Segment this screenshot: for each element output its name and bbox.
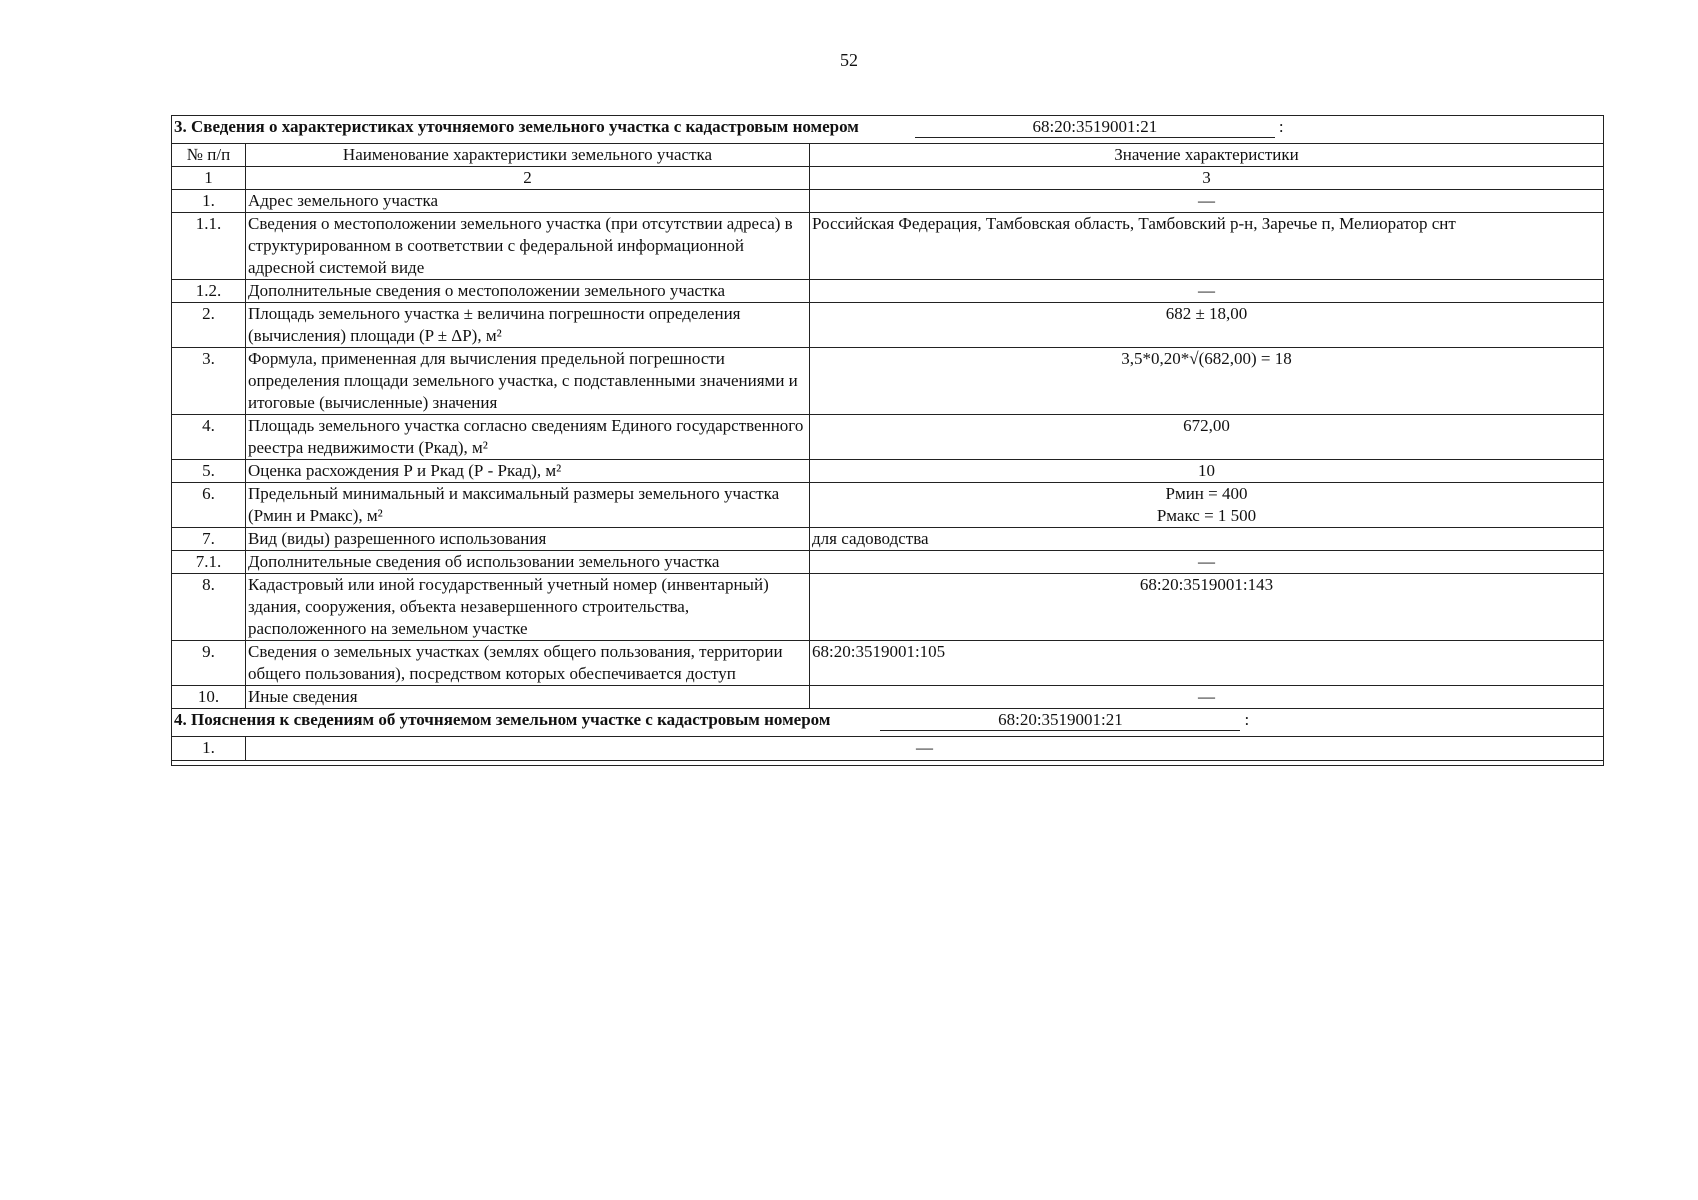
row-value: 68:20:3519001:143	[810, 574, 1604, 641]
row-number: 1.	[172, 737, 246, 761]
table-row	[172, 574, 1604, 641]
row-number: 7.	[172, 528, 246, 551]
table-row	[172, 641, 1604, 686]
row-number: 9.	[172, 641, 246, 686]
row-value: —	[810, 280, 1604, 303]
table-row	[172, 348, 1604, 415]
row-name: Площадь земельного участка ± величина погрешности определения (вычисления) площади (P ± ΔP), м²	[246, 303, 810, 348]
section-4-colon: :	[1244, 710, 1250, 729]
row-name: Вид (виды) разрешенного использования	[246, 528, 810, 551]
section-3-cadastral-number: 68:20:3519001:21	[915, 117, 1275, 138]
section-4-cadastral-number: 68:20:3519001:21	[880, 710, 1240, 731]
section-4-title: 4. Пояснения к сведениям об уточняемом земельном участке с кадастровым номером	[174, 710, 831, 729]
column-number-3: 3	[810, 167, 1604, 190]
table-bottom-border	[172, 761, 1604, 766]
row-number: 2.	[172, 303, 246, 348]
row-name: Дополнительные сведения об использовании земельного участка	[246, 551, 810, 574]
row-name: Оценка расхождения Р и Ркад (Р - Ркад), м²	[246, 460, 810, 483]
row-name: Иные сведения	[246, 686, 810, 709]
row-name: Кадастровый или иной государственный учетный номер (инвентарный) здания, сооружения, объекта незавершенного строительства, расположенного на земельном участке	[246, 574, 810, 641]
row-value: 10	[810, 460, 1604, 483]
row-number: 1.1.	[172, 213, 246, 280]
section-3-colon: :	[1278, 117, 1284, 136]
table-row	[172, 415, 1604, 460]
row-name: Площадь земельного участка согласно сведениям Единого государственного реестра недвижимости (Ркад), м²	[246, 415, 810, 460]
row-value: для садоводства	[810, 528, 1604, 551]
row-value-min: Рмин = 400	[1165, 484, 1248, 503]
row-value: —	[810, 190, 1604, 213]
column-number-1: 1	[172, 167, 246, 190]
column-header-name: Наименование характеристики земельного участка	[246, 144, 810, 167]
row-number: 6.	[172, 483, 246, 528]
row-value: —	[810, 686, 1604, 709]
row-value: —	[246, 737, 1604, 761]
section-3-header	[172, 116, 1604, 144]
table-row	[172, 686, 1604, 709]
row-value: 682 ± 18,00	[810, 303, 1604, 348]
land-plot-characteristics-table	[171, 115, 1604, 766]
column-header-num: № п/п	[172, 144, 246, 167]
row-value	[810, 483, 1604, 528]
row-name: Формула, примененная для вычисления предельной погрешности определения площади земельного участка, с подставленными значениями и итоговые (вычисленные) значения	[246, 348, 810, 415]
row-name: Сведения о земельных участках (землях общего пользования, территории общего пользования), посредством которых обеспечивается доступ	[246, 641, 810, 686]
table-row	[172, 303, 1604, 348]
table-row	[172, 190, 1604, 213]
row-name: Сведения о местоположении земельного участка (при отсутствии адреса) в структурированном в соответствии с федеральной информационной адресной системой виде	[246, 213, 810, 280]
row-name: Предельный минимальный и максимальный размеры земельного участка (Рмин и Рмакс), м²	[246, 483, 810, 528]
row-name: Дополнительные сведения о местоположении земельного участка	[246, 280, 810, 303]
table-row	[172, 483, 1604, 528]
table-row	[172, 213, 1604, 280]
section-4-header	[172, 709, 1604, 737]
column-numbers-row	[172, 167, 1604, 190]
table-row	[172, 280, 1604, 303]
row-value: —	[810, 551, 1604, 574]
row-number: 5.	[172, 460, 246, 483]
table-row	[172, 551, 1604, 574]
section-3-title: 3. Сведения о характеристиках уточняемого земельного участка с кадастровым номером	[174, 117, 859, 136]
table-row	[172, 528, 1604, 551]
row-name: Адрес земельного участка	[246, 190, 810, 213]
row-value: Российская Федерация, Тамбовская область, Тамбовский р-н, Заречье п, Мелиоратор снт	[810, 213, 1604, 280]
column-number-2: 2	[246, 167, 810, 190]
row-number: 3.	[172, 348, 246, 415]
column-header-value: Значение характеристики	[810, 144, 1604, 167]
row-value: 3,5*0,20*√(682,00) = 18	[810, 348, 1604, 415]
page-number: 52	[840, 50, 858, 70]
row-number: 4.	[172, 415, 246, 460]
row-number: 1.2.	[172, 280, 246, 303]
column-headers-row	[172, 144, 1604, 167]
row-value: 672,00	[810, 415, 1604, 460]
table-row	[172, 460, 1604, 483]
table-row	[172, 737, 1604, 761]
row-value: 68:20:3519001:105	[810, 641, 1604, 686]
row-number: 7.1.	[172, 551, 246, 574]
row-number: 8.	[172, 574, 246, 641]
row-number: 10.	[172, 686, 246, 709]
row-number: 1.	[172, 190, 246, 213]
row-value-max: Рмакс = 1 500	[1156, 506, 1257, 525]
